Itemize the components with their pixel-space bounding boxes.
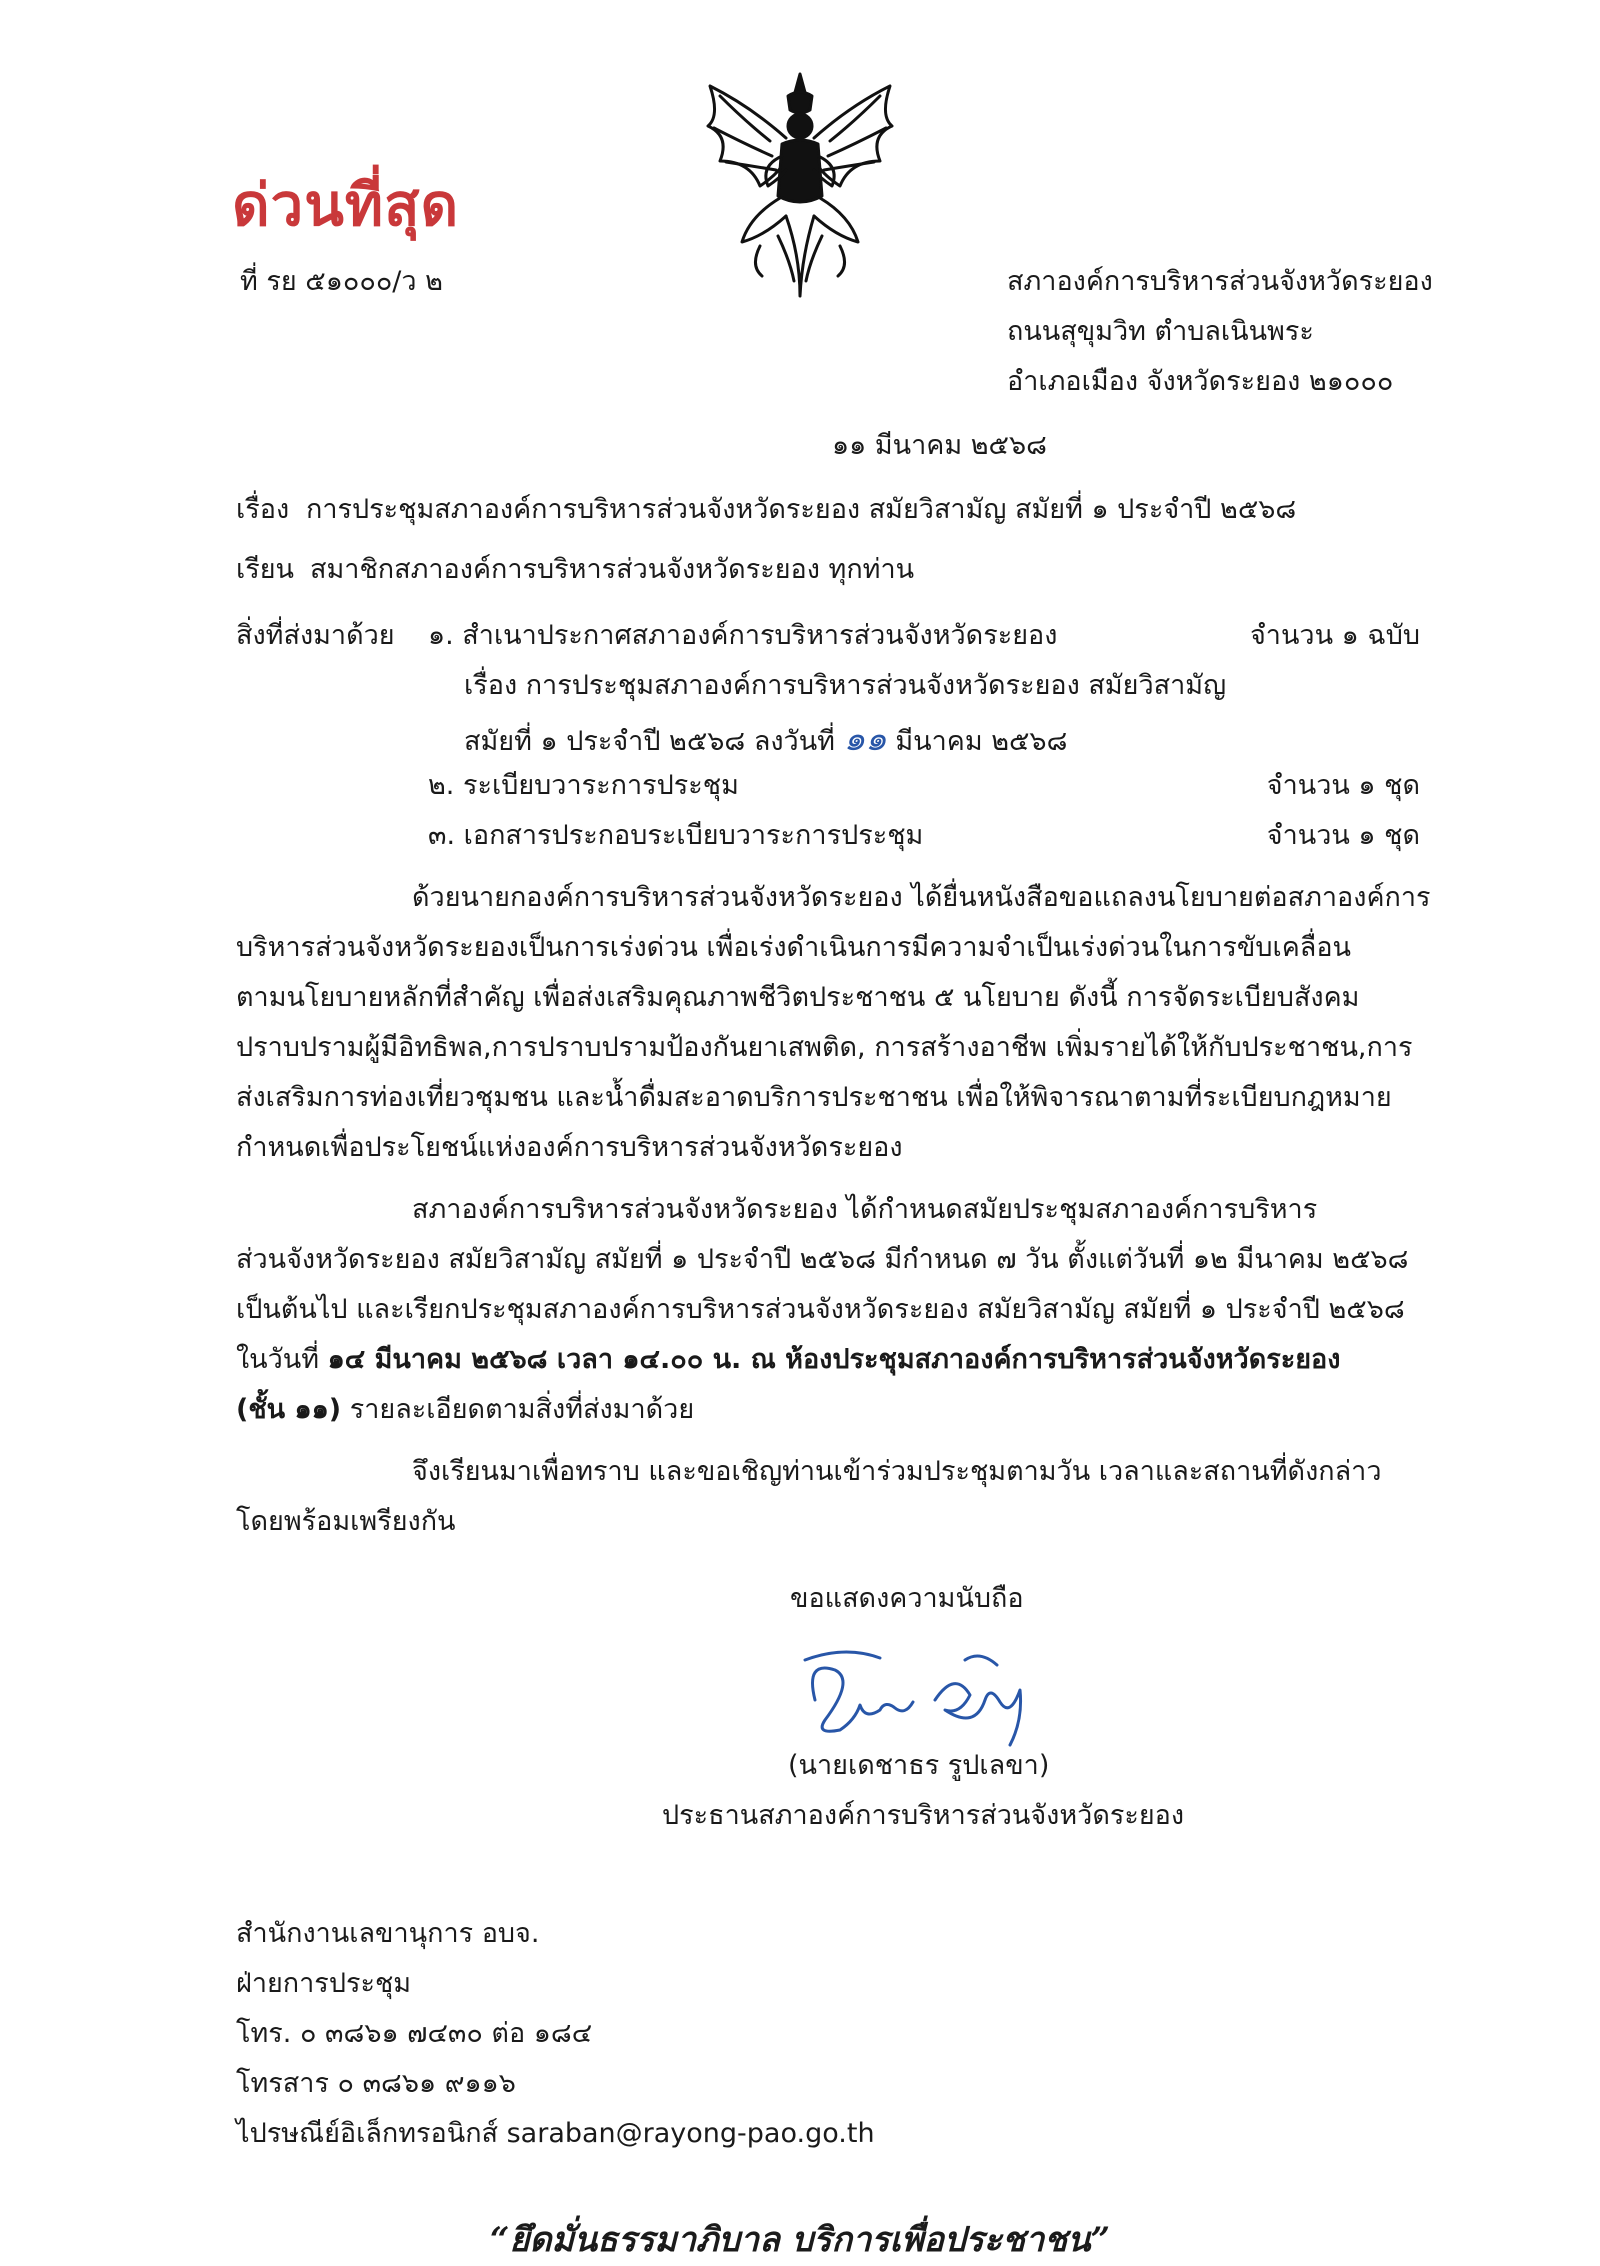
signer-name: (นายเดชาธร รูปเลขา) <box>788 1750 1050 1781</box>
signature-icon <box>785 1640 1045 1750</box>
closing-regards: ขอแสดงความนับถือ <box>790 1583 1024 1614</box>
handwritten-day: ๑๑ <box>843 719 887 759</box>
body-p3-line-1: จึงเรียนมาเพื่อทราบ และขอเชิญท่านเข้าร่วมประชุมตามวัน เวลาและสถานที่ดังกล่าว <box>412 1456 1382 1487</box>
meeting-floor: (ชั้น ๑๑) <box>236 1394 342 1425</box>
body-p1-line-3: ตามนโยบายหลักที่สำคัญ เพื่อส่งเสริมคุณภาพชีวิตประชาชน ๕ นโยบาย ดังนี้ การจัดระเบียบสังคม <box>236 982 1360 1013</box>
body-p2-line-4 <box>236 1346 1340 1373</box>
sender-address-line-3: อำเภอเมือง จังหวัดระยอง ๒๑๐๐๐ <box>1007 366 1394 397</box>
reference-number: ที่ รย ๕๑๐๐๐/ว ๒ <box>240 266 443 297</box>
enclosure-3-quantity: จำนวน ๑ ชุด <box>1266 820 1420 851</box>
body-p2-line-5 <box>236 1396 694 1423</box>
body-p1-line-6: กำหนดเพื่อประโยชน์แห่งองค์การบริหารส่วนจังหวัดระยอง <box>236 1132 903 1163</box>
enclosure-1-line-3-month: มีนาคม ๒๕๖๘ <box>895 726 1068 757</box>
fax-number: โทรสาร ๐ ๓๘๖๑ ๙๑๑๖ <box>236 2068 516 2099</box>
addressee-text: สมาชิกสภาองค์การบริหารส่วนจังหวัดระยอง ทุกท่าน <box>310 554 915 585</box>
email-address: ไปรษณีย์อิเล็กทรอนิกส์ saraban@rayong-pao.go.th <box>236 2118 875 2149</box>
body-p3-line-2: โดยพร้อมเพรียงกัน <box>236 1506 456 1537</box>
addressee-label: เรียน <box>236 554 295 585</box>
body-p1-line-4: ปราบปรามผู้มีอิทธิพล,การปราบปรามป้องกันยาเสพติด, การสร้างอาชีพ เพิ่มรายได้ให้กับประชาชน,การ <box>236 1032 1413 1063</box>
enclosure-2-quantity: จำนวน ๑ ชุด <box>1266 770 1420 801</box>
division-name: ฝ่ายการประชุม <box>236 1968 412 1999</box>
subject-text: การประชุมสภาองค์การบริหารส่วนจังหวัดระยอง สมัยวิสามัญ สมัยที่ ๑ ประจำปี ๒๕๖๘ <box>306 494 1297 525</box>
sender-address-line-1: สภาองค์การบริหารส่วนจังหวัดระยอง <box>1007 266 1433 297</box>
enclosure-1-line-3 <box>464 719 1068 759</box>
body-p1-line-5: ส่งเสริมการท่องเที่ยวชุมชน และน้ำดื่มสะอาดบริการประชาชน เพื่อให้พิจารณาตามที่ระเบียบกฎหมาย <box>236 1082 1392 1113</box>
letter-date: ๑๑ มีนาคม ๒๕๖๘ <box>832 430 1047 461</box>
enclosures-label: สิ่งที่ส่งมาด้วย <box>236 620 395 651</box>
phone-number: โทร. ๐ ๓๘๖๑ ๗๔๓๐ ต่อ ๑๘๔ <box>236 2018 593 2049</box>
sender-address-line-2: ถนนสุขุมวิท ตำบลเนินพระ <box>1007 316 1314 347</box>
body-p2-line-2: ส่วนจังหวัดระยอง สมัยวิสามัญ สมัยที่ ๑ ประจำปี ๒๕๖๘ มีกำหนด ๗ วัน ตั้งแต่วันที่ ๑๒ มีนาคม ๒๕๖๘ <box>236 1244 1409 1275</box>
enclosure-1-line-2: เรื่อง การประชุมสภาองค์การบริหารส่วนจังหวัดระยอง สมัยวิสามัญ <box>464 670 1227 701</box>
body-p2-line-4-prefix: ในวันที่ <box>236 1344 320 1375</box>
enclosure-1-line-1: ๑. สำเนาประกาศสภาองค์การบริหารส่วนจังหวัดระยอง <box>428 620 1058 651</box>
body-p1-line-2: บริหารส่วนจังหวัดระยองเป็นการเร่งด่วน เพื่อเร่งดำเนินการมีความจำเป็นเร่งด่วนในการขับเคลื่อน <box>236 932 1352 963</box>
enclosure-1-quantity: จำนวน ๑ ฉบับ <box>1249 620 1420 651</box>
body-p2-line-3: เป็นต้นไป และเรียกประชุมสภาองค์การบริหารส่วนจังหวัดระยอง สมัยวิสามัญ สมัยที่ ๑ ประจำปี ๒๕๖๘ <box>236 1294 1405 1325</box>
body-p2-line-1: สภาองค์การบริหารส่วนจังหวัดระยอง ได้กำหนดสมัยประชุมสภาองค์การบริหาร <box>412 1194 1318 1225</box>
body-p1-line-1: ด้วยนายกองค์การบริหารส่วนจังหวัดระยอง ได้ยื่นหนังสือขอแถลงนโยบายต่อสภาองค์การ <box>412 882 1431 913</box>
subject-label: เรื่อง <box>236 494 290 525</box>
garuda-emblem-icon <box>690 66 910 306</box>
enclosure-2: ๒. ระเบียบวาระการประชุม <box>428 770 739 801</box>
signer-title: ประธานสภาองค์การบริหารส่วนจังหวัดระยอง <box>662 1800 1185 1831</box>
office-name: สำนักงานเลขานุการ อบจ. <box>236 1918 540 1949</box>
enclosure-3: ๓. เอกสารประกอบระเบียบวาระการประชุม <box>428 820 924 851</box>
enclosure-1-line-3-text: สมัยที่ ๑ ประจำปี ๒๕๖๘ ลงวันที่ <box>464 726 835 757</box>
organization-slogan: “ยึดมั่นธรรมาภิบาล บริการเพื่อประชาชน” <box>489 2220 1111 2260</box>
meeting-date-time-location: ๑๔ มีนาคม ๒๕๖๘ เวลา ๑๔.๐๐ น. ณ ห้องประชุมสภาองค์การบริหารส่วนจังหวัดระยอง <box>327 1344 1341 1375</box>
urgency-stamp: ด่วนที่สุด <box>232 171 460 239</box>
body-p2-line-5-rest: รายละเอียดตามสิ่งที่ส่งมาด้วย <box>349 1394 695 1425</box>
